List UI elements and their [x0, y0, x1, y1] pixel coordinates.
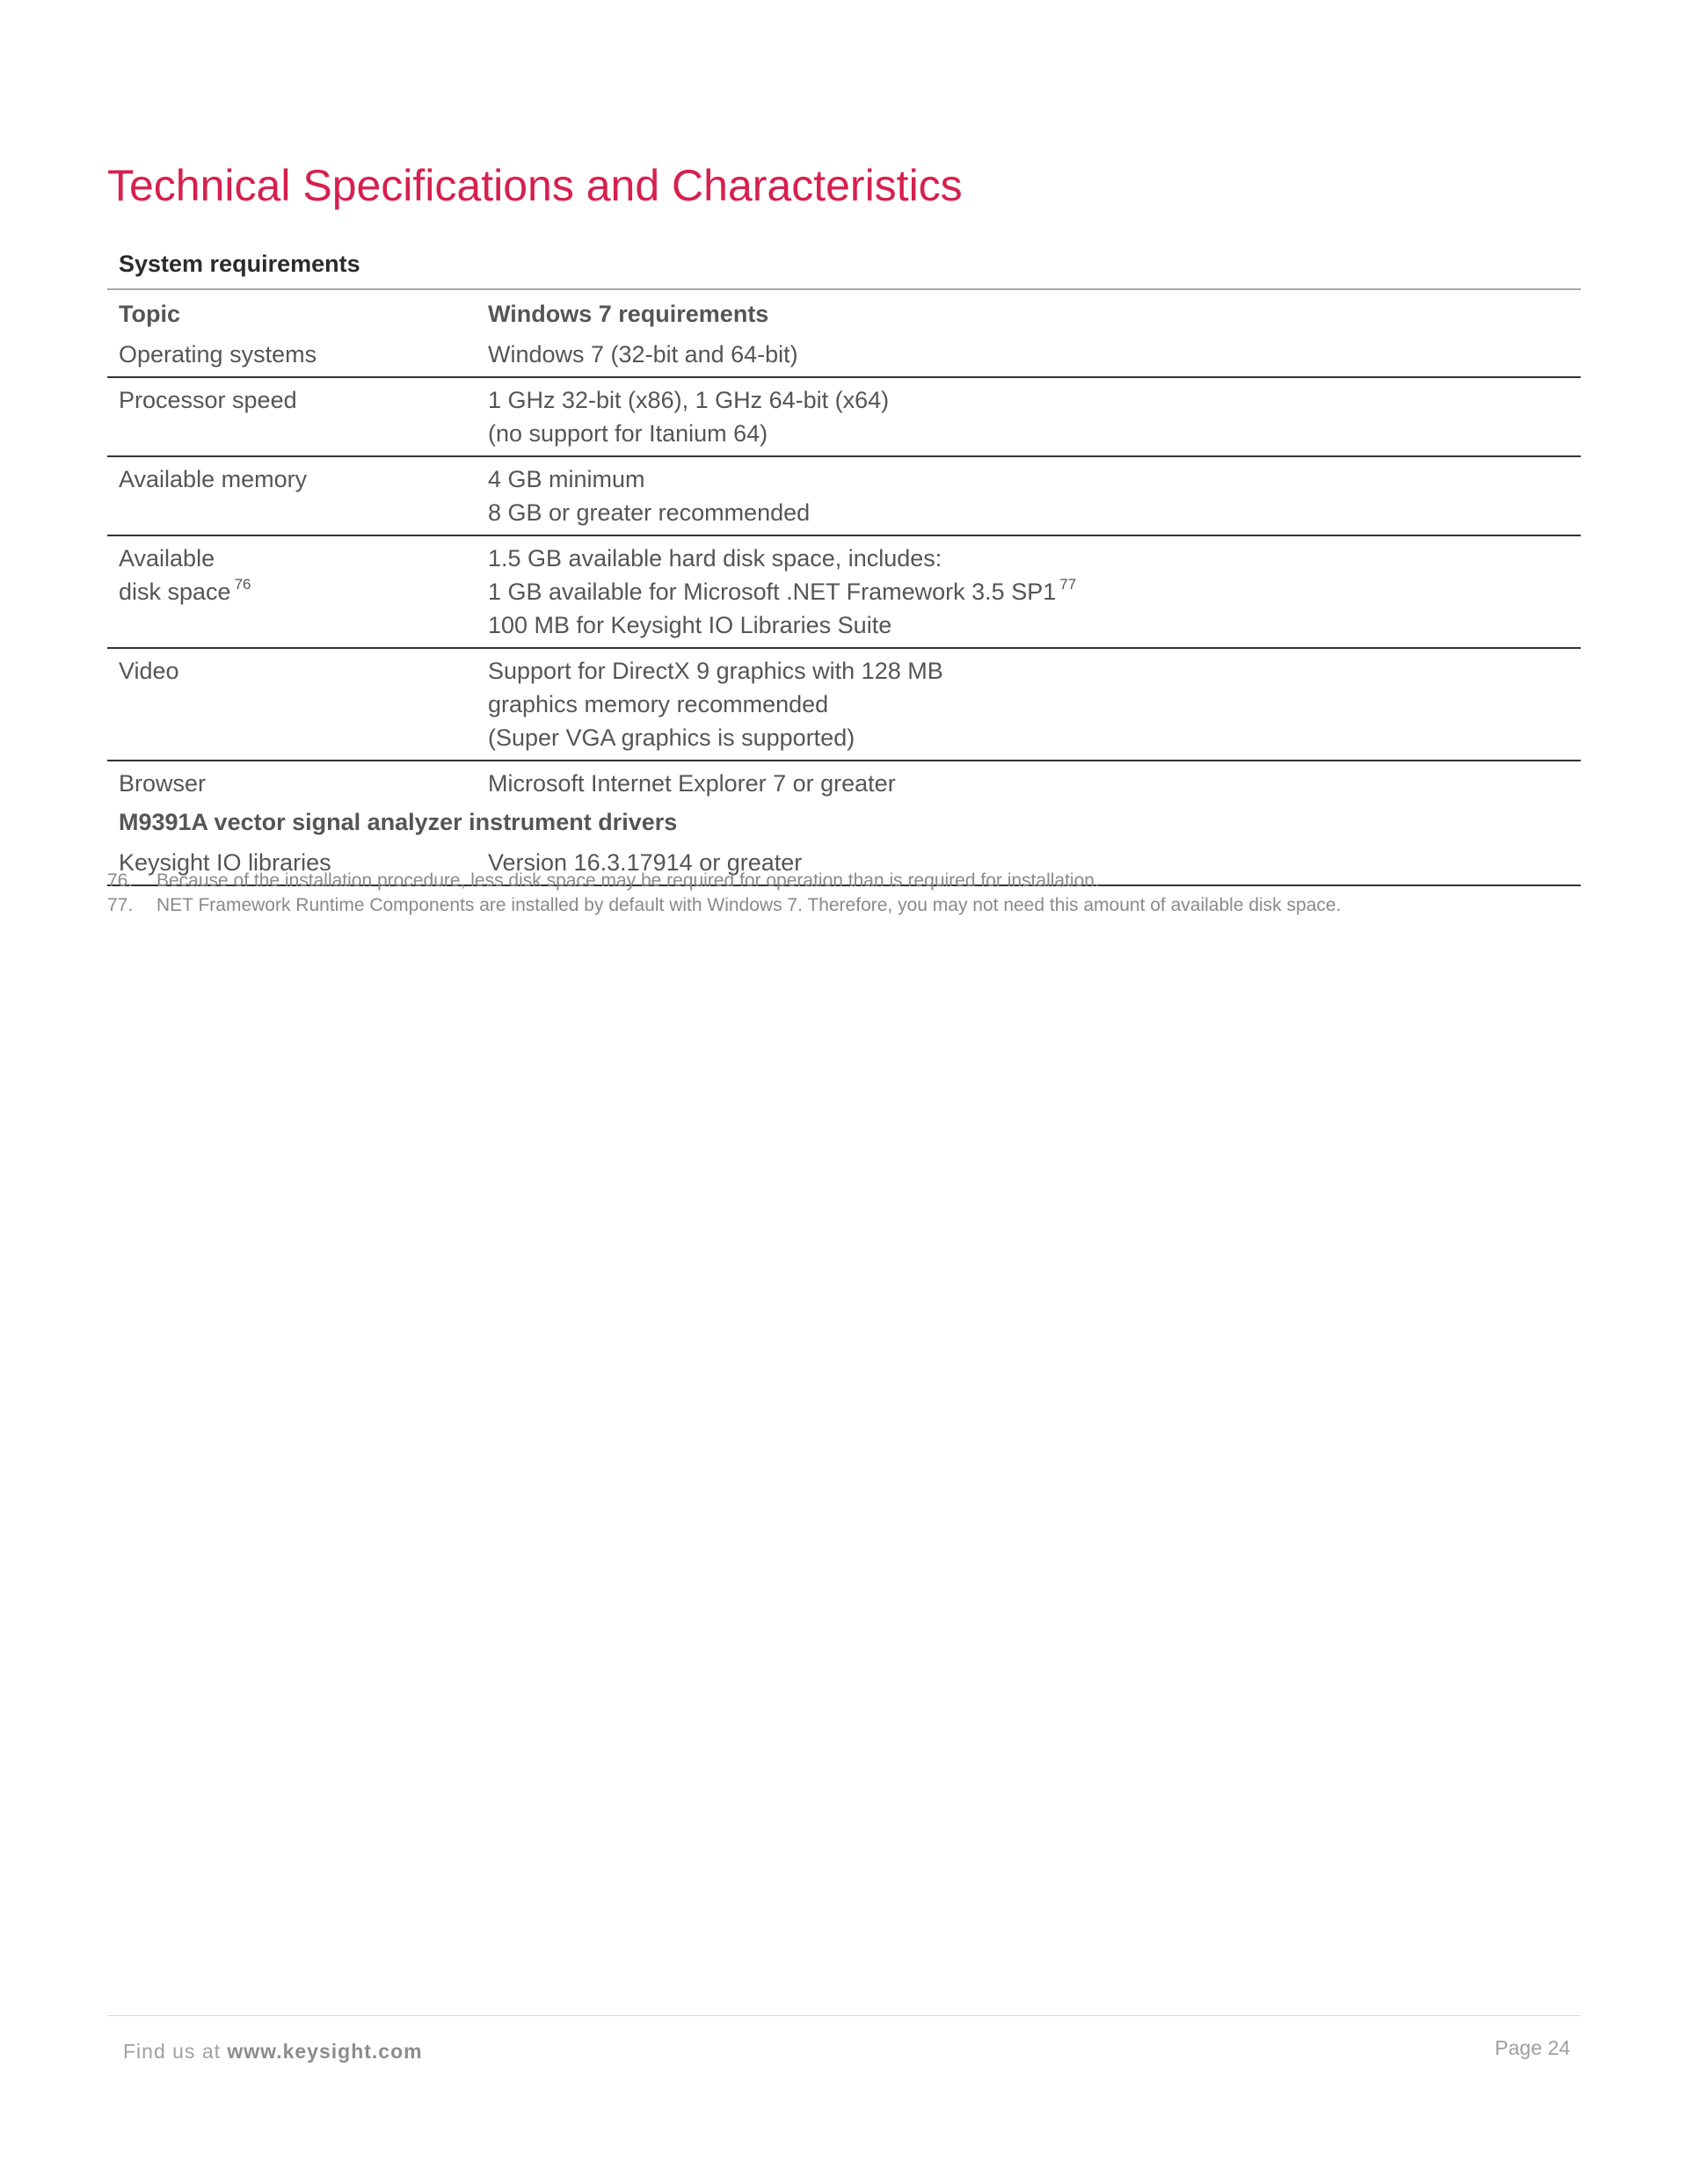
footer-prefix: Find us at	[123, 2040, 228, 2063]
footnote-76	[107, 869, 1341, 893]
footnote-text: Because of the installation procedure, less disk space may be required for operation than is required for installation.	[156, 870, 1100, 891]
row-topic	[107, 535, 477, 648]
value-line: Microsoft Internet Explorer 7 or greater	[488, 770, 896, 797]
section-title: System requirements	[119, 251, 360, 277]
row-value: Version 16.3.17914 or greater	[477, 841, 1581, 885]
value-line: (no support for Itanium 64)	[488, 420, 768, 447]
footnotes	[107, 869, 1341, 918]
table-row-operating-systems	[107, 332, 1581, 377]
topic-line: Browser	[119, 770, 207, 797]
topic-line-with-footnote	[119, 575, 477, 608]
value-text: 1 GB available for Microsoft .NET Framework 3.5 SP1	[488, 579, 1057, 605]
table-header-row	[107, 289, 1581, 332]
system-requirements-table	[107, 288, 1581, 886]
row-value	[477, 456, 1581, 535]
value-line: Support for DirectX 9 graphics with 128 MB	[488, 658, 943, 684]
footer-find-us	[123, 2040, 423, 2064]
header-topic: Topic	[119, 301, 180, 327]
row-topic	[107, 377, 477, 456]
topic-text: disk space	[119, 579, 231, 605]
value-line: 1.5 GB available hard disk space, includes:	[488, 545, 942, 571]
table-row-video	[107, 648, 1581, 761]
table-row-disk-space	[107, 535, 1581, 648]
footnote-text: NET Framework Runtime Components are installed by default with Windows 7. Therefore, you may not need this amount of available disk space.	[156, 895, 1342, 915]
row-topic	[107, 456, 477, 535]
table-row-available-memory	[107, 456, 1581, 535]
page-title: Technical Specifications and Characteristics	[107, 161, 963, 210]
value-line: 8 GB or greater recommended	[488, 499, 811, 526]
row-topic	[107, 648, 477, 761]
row-value	[477, 648, 1581, 761]
topic-line: Operating systems	[119, 341, 317, 368]
topic-line: Available memory	[119, 466, 308, 492]
value-line: 100 MB for Keysight IO Libraries Suite	[488, 612, 892, 638]
table-row-browser	[107, 761, 1581, 802]
value-line-with-footnote	[488, 575, 1581, 608]
row-value	[477, 332, 1581, 377]
value-line: Windows 7 (32-bit and 64-bit)	[488, 341, 798, 368]
footnote-77	[107, 893, 1341, 918]
row-topic	[107, 761, 477, 802]
row-value	[477, 761, 1581, 802]
row-topic: Keysight IO libraries	[107, 841, 477, 885]
footer-divider	[107, 2015, 1581, 2016]
table-row-processor-speed	[107, 377, 1581, 456]
topic-line: Video	[119, 658, 179, 684]
value-line: (Super VGA graphics is supported)	[488, 724, 855, 751]
topic-line: Available	[119, 545, 215, 571]
topic-line: Processor speed	[119, 387, 297, 413]
page-number: Page 24	[1495, 2036, 1570, 2059]
footer-website-link[interactable]: www.keysight.com	[227, 2040, 423, 2063]
footnote-number: 77.	[107, 895, 134, 915]
subheader-drivers: M9391A vector signal analyzer instrument drivers	[119, 809, 678, 835]
footnote-ref-76[interactable]: 76	[234, 576, 251, 593]
header-requirements: Windows 7 requirements	[488, 301, 769, 327]
row-topic	[107, 332, 477, 377]
value-line: graphics memory recommended	[488, 691, 829, 717]
row-value	[477, 535, 1581, 648]
row-value	[477, 377, 1581, 456]
footnote-ref-77[interactable]: 77	[1059, 576, 1077, 593]
value-line: 4 GB minimum	[488, 466, 645, 492]
table-subheader-row	[107, 802, 1581, 841]
value-line: 1 GHz 32-bit (x86), 1 GHz 64-bit (x64)	[488, 387, 890, 413]
footnote-number: 76.	[107, 870, 134, 891]
